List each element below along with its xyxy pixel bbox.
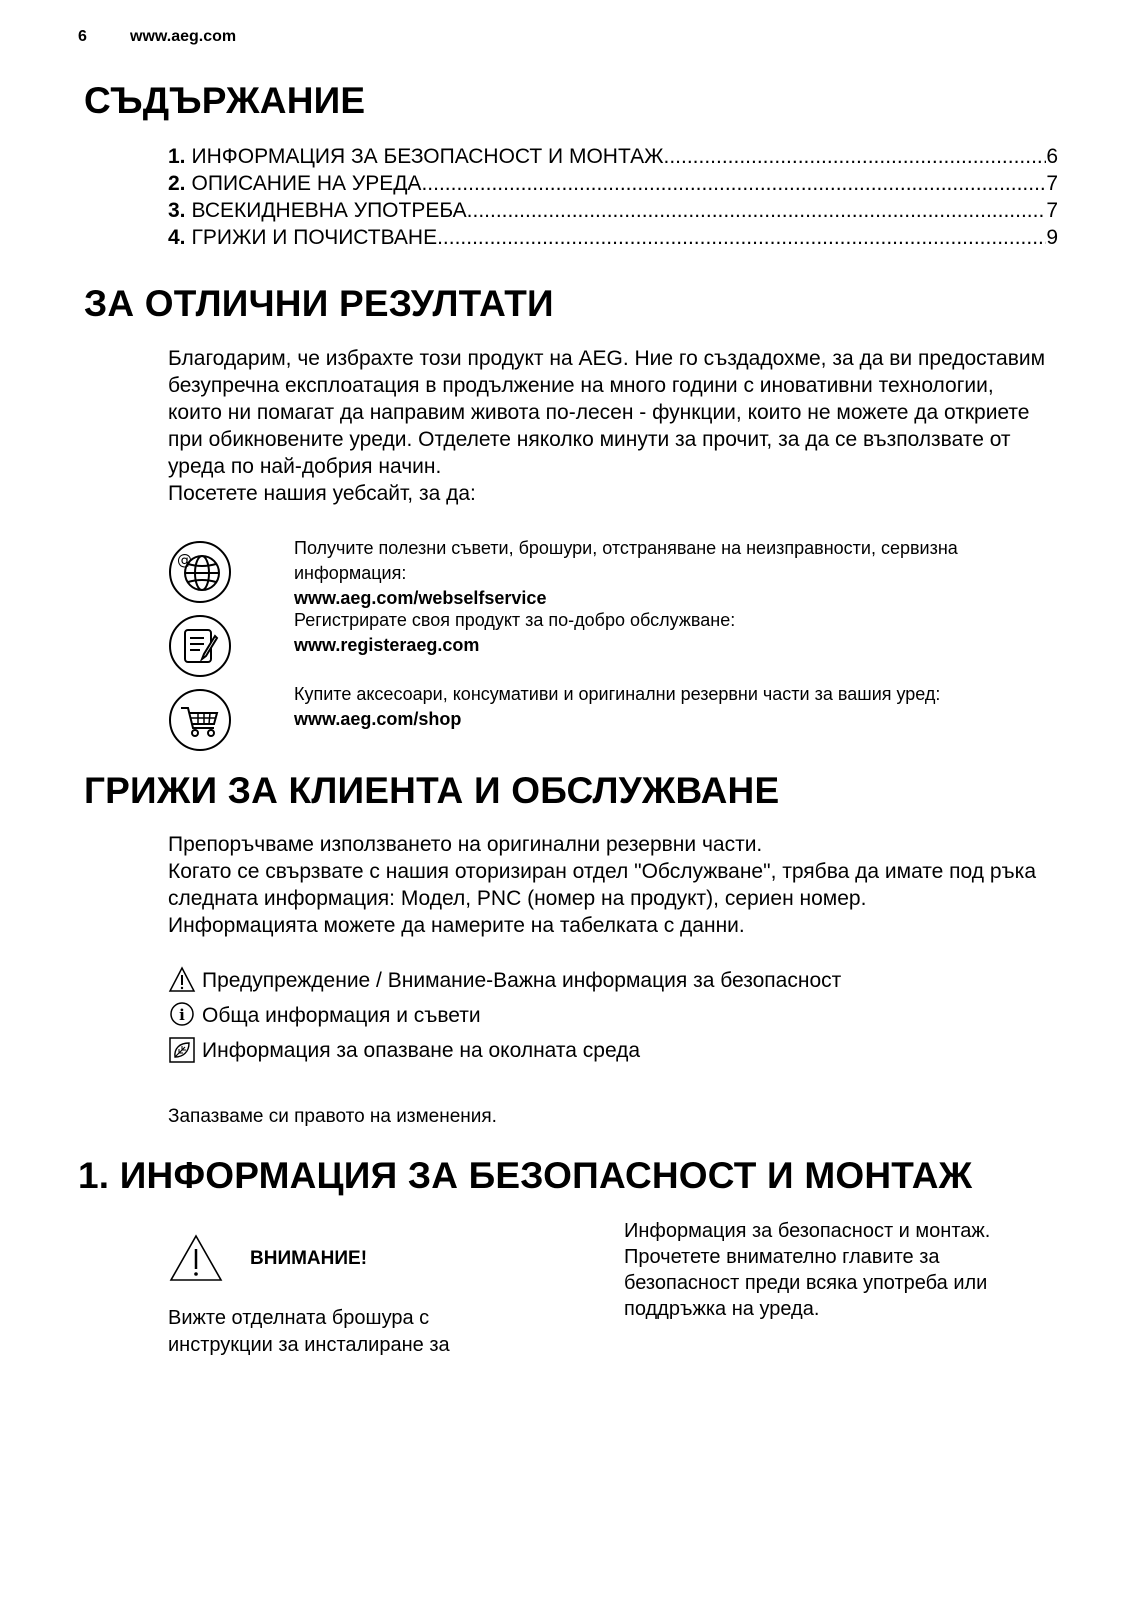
toc-item-page: 7: [1046, 199, 1058, 222]
toc-item-title: ВСЕКИДНЕВНА УПОТРЕБА: [191, 199, 467, 222]
toc-item-number: 4.: [168, 226, 186, 249]
legend-text: Информация за опазване на околната среда: [202, 1038, 641, 1062]
toc-item-number: 3.: [168, 199, 186, 222]
service-description: Купите аксесоари, консумативи и оригинални резервни части за вашия уред:: [294, 684, 941, 704]
toc-item[interactable]: [168, 197, 1058, 224]
website-link[interactable]: www.aeg.com: [130, 28, 237, 45]
toc-leader-dots: [664, 143, 1047, 170]
legend-info: [168, 1001, 481, 1029]
legend-text: Предупреждение / Внимание-Важна информация за безопасност: [202, 968, 842, 992]
globe-icon: [168, 540, 232, 604]
svg-text:@: @: [177, 551, 192, 569]
service-description: Регистрирате своя продукт за по-добро обслужване:: [294, 610, 736, 630]
intro-paragraph: Благодарим, че избрахте този продукт на AEG. Ние го създадохме, за да ви предоставим безупречна експлоатация в продължение на много години с иновативни технологии, които ни помагат да направим живота по-лесен - функции, които не можете да откриете при обикновените уреди. Отделете няколко минути за прочит, за да се възползвате от уреда по най-добрия начин.: [168, 347, 1046, 478]
safety-heading: 1. ИНФОРМАЦИЯ ЗА БЕЗОПАСНОСТ И МОНТАЖ: [78, 1155, 973, 1196]
toc-item-title: ОПИСАНИЕ НА УРЕДА: [191, 172, 422, 195]
table-of-contents: [168, 143, 1058, 251]
toc-leader-dots: [467, 197, 1047, 224]
leaf-icon: [168, 1036, 196, 1064]
installation-note: Вижте отделната брошура с инструкции за инсталиране за: [168, 1307, 450, 1356]
safety-intro: Информация за безопасност и монтаж. Прочетете внимателно главите за безопасност преди всяка употреба или поддръжка на уреда.: [624, 1220, 991, 1320]
contents-heading: СЪДЪРЖАНИЕ: [84, 80, 366, 121]
page-header: [78, 28, 236, 46]
register-link[interactable]: www.registeraeg.com: [294, 635, 480, 655]
svg-text:i: i: [179, 1006, 185, 1024]
rights-reserved: Запазваме си правото на изменения.: [168, 1106, 497, 1127]
rating-plate-line: Информацията можете да намерите на табелката с данни.: [168, 914, 745, 937]
results-heading: ЗА ОТЛИЧНИ РЕЗУЛТАТИ: [84, 283, 554, 324]
customer-care-heading: ГРИЖИ ЗА КЛИЕНТА И ОБСЛУЖВАНЕ: [84, 770, 780, 811]
shopping-cart-icon: [168, 688, 232, 752]
toc-item-title: ИНФОРМАЦИЯ ЗА БЕЗОПАСНОСТ И МОНТАЖ: [191, 145, 664, 168]
visit-line: Посетете нашия уебсайт, за да:: [168, 482, 476, 505]
spare-parts-line: Препоръчваме използването на оригинални резервни части.: [168, 833, 763, 856]
toc-leader-dots: [421, 170, 1046, 197]
warning-triangle-icon: [168, 966, 196, 994]
toc-item-number: 2.: [168, 172, 186, 195]
toc-item[interactable]: [168, 143, 1058, 170]
toc-item-page: 7: [1046, 172, 1058, 195]
legend-warning: [168, 966, 841, 994]
toc-leader-dots: [437, 224, 1046, 251]
legend-environment: [168, 1036, 640, 1064]
toc-item[interactable]: [168, 170, 1058, 197]
toc-item-number: 1.: [168, 145, 186, 168]
warning-triangle-icon: [168, 1233, 224, 1283]
warning-label: ВНИМАНИЕ!: [250, 1248, 368, 1269]
customer-care-text: [168, 831, 1048, 939]
info-icon: [168, 1001, 196, 1029]
toc-item-title: ГРИЖИ И ПОЧИСТВАНЕ: [191, 226, 438, 249]
service-description: Получите полезни съвети, брошури, отстраняване на неизправности, сервизна информация:: [294, 538, 958, 583]
toc-item-page: 9: [1046, 226, 1058, 249]
toc-item-page: 6: [1046, 145, 1058, 168]
page-number: 6: [78, 28, 87, 45]
toc-item[interactable]: [168, 224, 1058, 251]
register-document-icon: [168, 614, 232, 678]
legend-text: Обща информация и съвети: [202, 1003, 481, 1027]
results-text: [168, 345, 1048, 507]
contact-info-line: Когато се свързвате с нашия оторизиран отдел "Обслужване", трябва да имате под ръка следната информация: Модел, PNC (номер на продукт), сериен номер.: [168, 860, 1036, 910]
shop-link[interactable]: www.aeg.com/shop: [294, 709, 462, 729]
webselfservice-link[interactable]: www.aeg.com/webselfservice: [294, 588, 547, 608]
